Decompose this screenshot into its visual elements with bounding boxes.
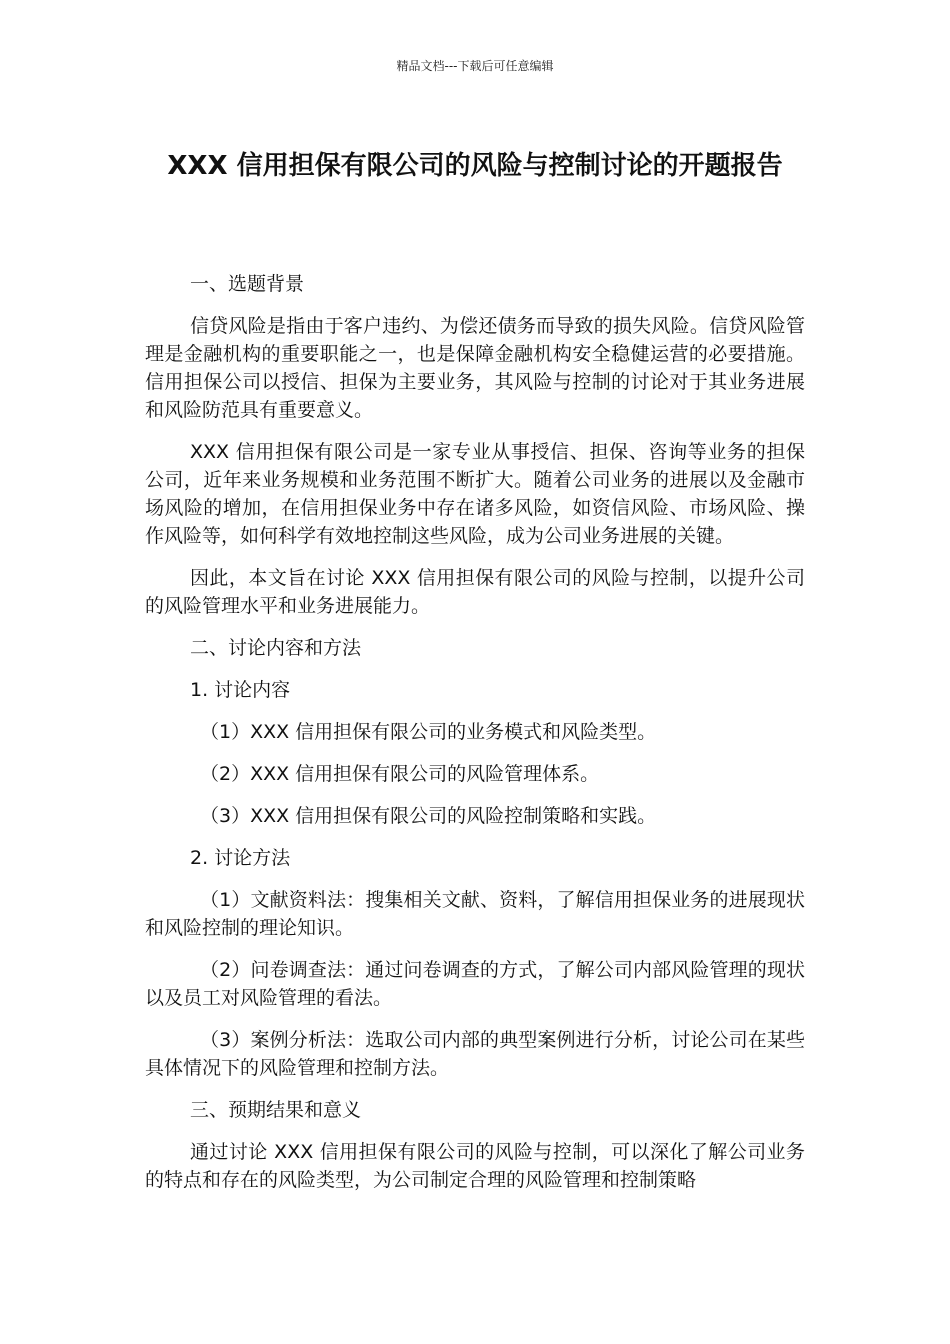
paragraph-company-intro: XXX 信用担保有限公司是一家专业从事授信、担保、咨询等业务的担保公司，近年来业务规模和业务范围不断扩大。随着公司业务的进展以及金融市场风险的增加，在信用担保业务中存在诸多风险，如资信风险、市场风险、操作风险等，如何科学有效地控制这些风险，成为公司业务进展的关键。 [145,441,805,547]
content-item: （1）XXX 信用担保有限公司的业务模式和风险类型。 [200,721,657,743]
document-body [145,270,805,1208]
content-item: （2）XXX 信用担保有限公司的风险管理体系。 [200,763,600,785]
paragraph-expected-results: 通过讨论 XXX 信用担保有限公司的风险与控制，可以深化了解公司业务的特点和存在的风险类型，为公司制定合理的风险管理和控制策略 [145,1141,805,1191]
subheading-content: 1. 讨论内容 [190,679,291,701]
section-heading-expected-results: 三、预期结果和意义 [190,1099,362,1121]
paragraph-purpose: 因此，本文旨在讨论 XXX 信用担保有限公司的风险与控制，以提升公司的风险管理水平和业务进展能力。 [145,567,805,617]
method-item: （2）问卷调查法：通过问卷调查的方式，了解公司内部风险管理的现状以及员工对风险管理的看法。 [145,959,805,1009]
content-item: （3）XXX 信用担保有限公司的风险控制策略和实践。 [200,805,657,827]
section-heading-background: 一、选题背景 [190,273,305,295]
paragraph-credit-risk: 信贷风险是指由于客户违约、为偿还债务而导致的损失风险。信贷风险管理是金融机构的重要职能之一，也是保障金融机构安全稳健运营的必要措施。信用担保公司以授信、担保为主要业务，其风险与控制的讨论对于其业务进展和风险防范具有重要意义。 [145,315,805,421]
method-item: （3）案例分析法：选取公司内部的典型案例进行分析，讨论公司在某些具体情况下的风险管理和控制方法。 [145,1029,805,1079]
subheading-method: 2. 讨论方法 [190,847,291,869]
method-item: （1）文献资料法：搜集相关文献、资料，了解信用担保业务的进展现状和风险控制的理论知识。 [145,889,805,939]
section-heading-content-method: 二、讨论内容和方法 [190,637,362,659]
page-header: 精品文档---下载后可任意编辑 [396,59,554,73]
document-title: XXX 信用担保有限公司的风险与控制讨论的开题报告 [167,151,783,181]
